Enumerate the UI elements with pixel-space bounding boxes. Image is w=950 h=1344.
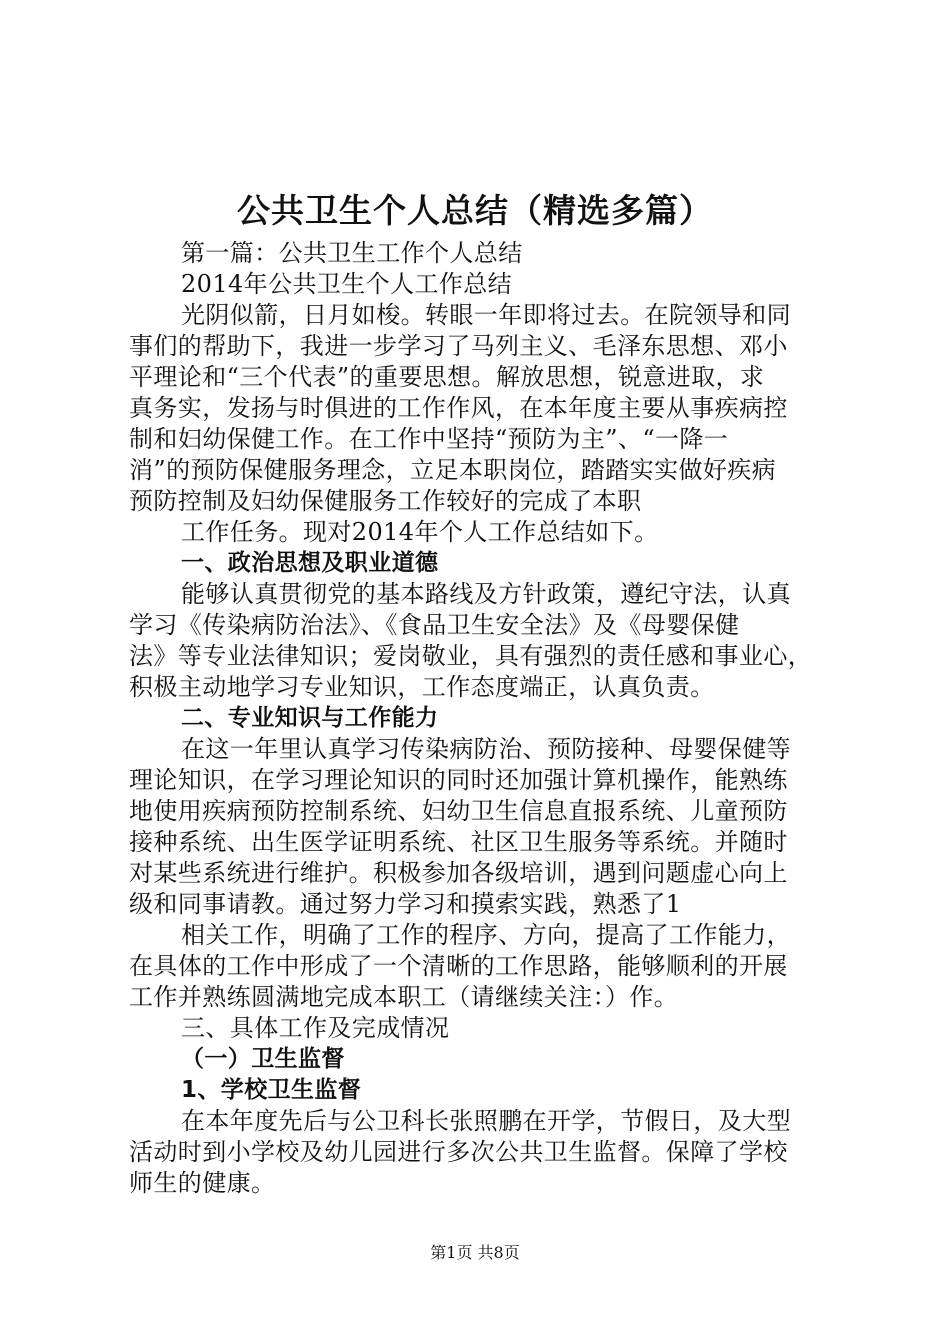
paragraph-line: 制和妇幼保健工作。在工作中坚持“预防为主”、“一降一 (129, 425, 729, 453)
paragraph-line: 在本年度先后与公卫科长张照鹏在开学，节假日，及大型 (181, 1107, 791, 1135)
paragraph-line: 事们的帮助下，我进一步学习了马列主义、毛泽东思想、邓小 (129, 332, 788, 360)
paragraph-line: 真务实，发扬与时俱进的工作作风，在本年度主要从事疾病控 (129, 394, 788, 422)
paragraph-line: 平理论和“三个代表”的重要思想。解放思想，锐意进取，求 (129, 363, 765, 391)
paragraph-line: 光阴似箭，日月如梭。转眼一年即将过去。在院领导和同 (181, 301, 791, 329)
paragraph-line: 能够认真贯彻党的基本路线及方针政策，遵纪守法，认真 (181, 580, 791, 608)
paragraph-line: 级和同事请教。通过努力学习和摸索实践，熟悉了1 (129, 890, 682, 918)
paragraph-line: 地使用疾病预防控制系统、妇幼卫生信息直报系统、儿童预防 (129, 797, 788, 825)
section-heading: 二、专业知识与工作能力 (181, 705, 439, 731)
paragraph-line: 2014年公共卫生个人工作总结 (181, 270, 513, 298)
paragraph-line: 三、具体工作及完成情况 (181, 1014, 450, 1042)
paragraph-line: 理论知识，在学习理论知识的同时还加强计算机操作，能熟练 (129, 766, 788, 794)
paragraph-line: 学习《传染病防治法》、《食品卫生安全法》及《母婴保健 (129, 611, 740, 639)
paragraph-line: 第一篇：公共卫生工作个人总结 (181, 239, 523, 267)
document-body (129, 238, 841, 1199)
paragraph-line: 预防控制及妇幼保健服务工作较好的完成了本职 (129, 487, 642, 515)
page-footer: 第1页 共8页 (430, 1243, 520, 1262)
document-title: 公共卫生个人总结（精选多篇） (237, 191, 713, 230)
section-heading: （一）卫生监督 (181, 1046, 345, 1072)
paragraph-line: 在具体的工作中形成了一个清晰的工作思路，能够顺利的开展 (129, 952, 788, 980)
section-heading: 1、学校卫生监督 (181, 1077, 362, 1103)
paragraph-line: 消”的预防保健服务理念，立足本职岗位，踏踏实实做好疾病 (129, 456, 777, 484)
paragraph-line: 法》等专业法律知识；爱岗敬业，具有强烈的责任感和事业心， (129, 642, 813, 670)
paragraph-line: 师生的健康。 (129, 1169, 276, 1197)
paragraph-line: 活动时到小学校及幼儿园进行多次公共卫生监督。保障了学校 (129, 1138, 788, 1166)
section-heading: 一、政治思想及职业道德 (181, 550, 439, 576)
paragraph-line: 工作任务。现对2014年个人工作总结如下。 (181, 518, 659, 546)
paragraph-line: 接种系统、出生医学证明系统、社区卫生服务等系统。并随时 (129, 828, 788, 856)
paragraph-line: 积极主动地学习专业知识，工作态度端正，认真负责。 (129, 673, 715, 701)
paragraph-line: 工作并熟练圆满地完成本职工（请继续关注：）作。 (129, 983, 679, 1011)
paragraph-line: 在这一年里认真学习传染病防治、预防接种、母婴保健等 (181, 735, 791, 763)
paragraph-line: 对某些系统进行维护。积极参加各级培训，遇到问题虚心向上 (129, 859, 788, 887)
paragraph-line: 相关工作，明确了工作的程序、方向，提高了工作能力， (181, 921, 791, 949)
